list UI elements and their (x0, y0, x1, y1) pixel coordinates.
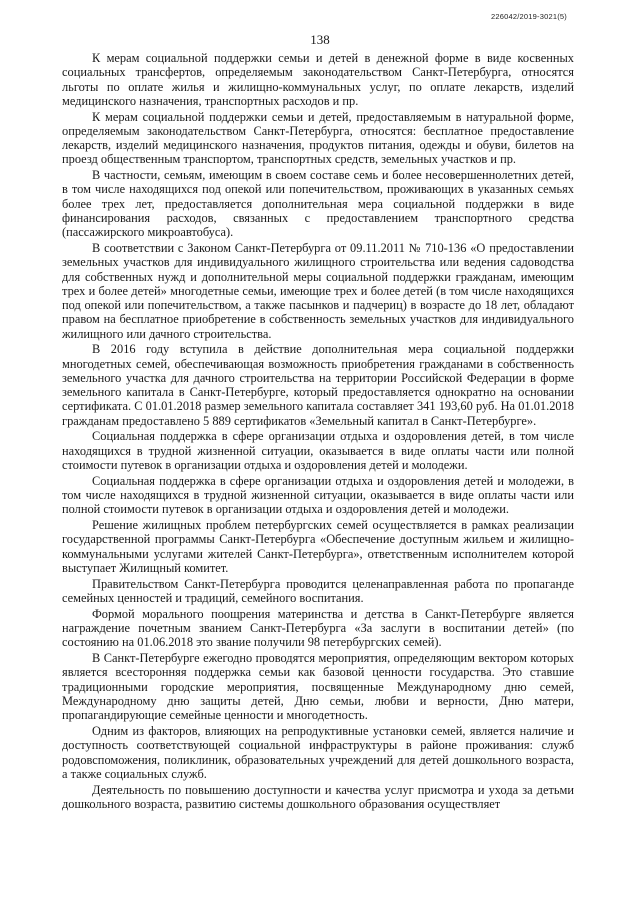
paragraph: В частности, семьям, имеющим в своем составе семь и более несовершеннолетних детей, в том числе находящихся под опекой или попечительством, проживающих в указанных семьях более трех лет, предоставляется дополнительная мера социальной поддержки в виде финансирования расходов, связанных с предоставлением транспортного средства (пассажирского микроавтобуса). (62, 168, 574, 240)
paragraph: К мерам социальной поддержки семьи и детей в денежной форме в виде косвенных социальных трансфертов, определяемым законодательством Санкт-Петербурга, относятся льготы по оплате жилья и жилищно-коммунальных услуг, по оплате лекарств, изделий медицинского назначения, транспортных расходов и пр. (62, 51, 574, 108)
paragraph: Решение жилищных проблем петербургских семей осуществляется в рамках реализации государственной программы Санкт-Петербурга «Обеспечение доступным жильем и жилищно-коммунальными услугами жителей Санкт-Петербурга», ответственным исполнителем которой выступает Жилищный комитет. (62, 518, 574, 575)
paragraph: К мерам социальной поддержки семьи и детей, предоставляемым в натуральной форме, определяемым законодательством Санкт-Петербурга, относятся: бесплатное предоставление лекарств, изделий медицинского назначения, продуктов питания, одежды и обуви, билетов на проезд общественным транспортом, транспортных средств, земельных участков и пр. (62, 109, 574, 167)
paragraph: Социальная поддержка в сфере организации отдыха и оздоровления детей, в том числе находящихся в трудной жизненной ситуации, оказывается в виде оплаты части или полной стоимости путевок в организации отдыха и оздоровления детей и молодежи. (62, 429, 574, 472)
paragraph: В соответствии с Законом Санкт-Петербурга от 09.11.2011 № 710-136 «О предоставлении земельных участков для индивидуального жилищного строительства или ведения садоводства для собственных нужд и дополнительной меры социальной поддержки гражданам, имеющим трех и более детей» многодетные семьи, имеющие трех и более детей (в том числе находящихся под опекой или попечительством, а также пасынков и падчериц) в возрасте до 18 лет, обладают правом на бесплатное приобретение в собственность земельных участков для индивидуального жилищного или дачного строительства. (62, 241, 574, 341)
document-id: 226042/2019-3021(5) (491, 12, 567, 21)
document-body (62, 51, 574, 813)
paragraph: Правительством Санкт-Петербурга проводится целенаправленная работа по пропаганде семейных ценностей и традиций, семейного воспитания. (62, 576, 574, 605)
paragraph: Социальная поддержка в сфере организации отдыха и оздоровления детей и молодежи, в том числе находящихся в трудной жизненной ситуации, оказывается в виде оплаты части или полной стоимости путевок в организации отдыха и оздоровления детей и молодежи. (62, 473, 574, 517)
paragraph: В Санкт-Петербурге ежегодно проводятся мероприятия, определяющим вектором которых является всесторонняя поддержка семьи как базовой ценности государства. Это ставшие традиционными городские мероприятия, посвященные Международному дню семей, Международному дню защиты детей, Дню семьи, любви и верности, Дню матери, пропагандирующие семейные ценности и многодетность. (62, 651, 574, 723)
paragraph: Формой морального поощрения материнства и детства в Санкт-Петербурге является награждение почетным званием Санкт-Петербурга «За заслуги в воспитании детей» (по состоянию на 01.06.2018 это звание получили 98 петербургских семей). (62, 606, 574, 650)
page-number: 138 (310, 32, 330, 47)
paragraph: Деятельность по повышению доступности и качества услуг присмотра и ухода за детьми дошкольного возраста, развитию системы дошкольного образования осуществляет (62, 782, 574, 811)
paragraph: В 2016 году вступила в действие дополнительная мера социальной поддержки многодетных семей, обеспечивающая возможность приобретения гражданами в собственность земельного участка для дачного строительства на территории Российской Федерации в форме земельного капитала в Санкт-Петербурге, который предоставляется однократно на основании сертификата. С 01.01.2018 размер земельного капитала составляет 341 193,60 руб. На 01.01.2018 гражданам предоставлено 5 889 сертификатов «Земельный капитал в Санкт-Петербурге». (62, 342, 574, 428)
paragraph: Одним из факторов, влияющих на репродуктивные установки семей, является наличие и доступность соответствующей социальной инфраструктуры в районе проживания: служб родовспоможения, поликлиник, образовательных учреждений для детей дошкольного возраста, а также социальных служб. (62, 724, 574, 781)
